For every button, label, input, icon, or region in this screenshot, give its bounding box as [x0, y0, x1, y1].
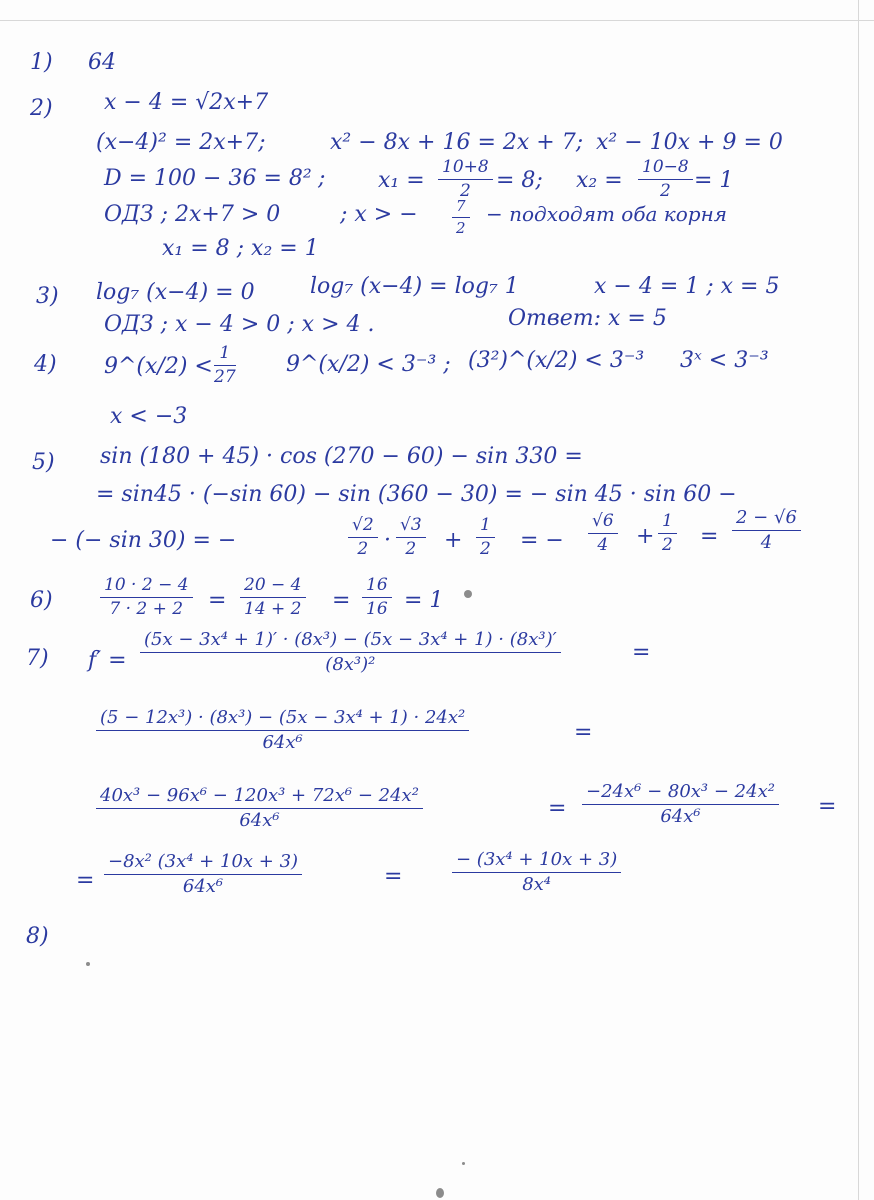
trig-5-frac-3 — [476, 516, 495, 558]
deriv-7-frac-2-den: 64x⁶ — [262, 731, 303, 753]
trig-5-dot: · — [384, 528, 391, 553]
eq-3-line-1a: log₇ (x−4) = 0 — [96, 280, 255, 305]
trig-5-frac-1-den: 2 — [357, 538, 369, 559]
ink-speck — [462, 1162, 465, 1165]
calc-6-frac-1-den: 7 · 2 + 2 — [109, 598, 184, 619]
ineq-4-c: (3²)^(x/2) < 3⁻³ — [468, 348, 645, 373]
item-number-5: 5) — [32, 450, 55, 475]
deriv-7-frac-4b-den: 8x⁴ — [522, 873, 552, 895]
item-number-7: 7) — [26, 646, 49, 671]
calc-6-frac-2-num: 20 − 4 — [240, 576, 306, 598]
trig-5-result-den: 4 — [760, 531, 773, 553]
trig-5-frac-4-num: √6 — [588, 512, 618, 534]
eq-3-line-1c: x − 4 = 1 ; x = 5 — [594, 274, 780, 299]
trig-5-frac-1 — [348, 516, 378, 558]
eq-3-line-1b: log₇ (x−4) = log₇ 1 — [310, 274, 519, 299]
x1-rhs: = 8; — [496, 168, 543, 193]
x1-numerator: 10+8 — [438, 158, 493, 180]
trig-5-line-2: = sin45 · (−sin 60) − sin (360 − 30) = − sin 45 · sin 60 − — [96, 482, 737, 507]
domain-2-note: − подходят оба корня — [486, 202, 728, 226]
calc-6-rhs: = 1 — [404, 588, 444, 613]
ineq-4-b: 9^(x/2) < 3⁻³ ; — [286, 352, 451, 377]
deriv-7-frac-4b-num: − (3x⁴ + 10x + 3) — [452, 850, 621, 873]
domain-3: ОДЗ ; x − 4 > 0 ; x > 4 . — [104, 312, 375, 337]
trig-5-line-3a: − (− sin 30) = − — [50, 528, 237, 553]
ineq-4-d: 3ˣ < 3⁻³ — [680, 348, 769, 373]
item-number-2: 2) — [30, 96, 53, 121]
ink-speck — [464, 590, 472, 598]
trig-5-frac-5 — [658, 512, 677, 554]
calc-6-frac-1 — [100, 576, 193, 618]
eq-2-line-2a: (x−4)² = 2x+7; — [96, 130, 266, 155]
ineq-4-e: x < −3 — [110, 404, 188, 429]
trig-5-frac-3-num: 1 — [476, 516, 495, 538]
trig-5-frac-2 — [396, 516, 426, 558]
eq-2-line-2b: x² − 8x + 16 = 2x + 7; — [330, 130, 584, 155]
trig-5-frac-1-num: √2 — [348, 516, 378, 538]
eq-2-line-2c: x² − 10x + 9 = 0 — [596, 130, 783, 155]
trig-5-plus-2: + — [636, 524, 655, 549]
trig-5-frac-5-den: 2 — [662, 534, 673, 555]
right-border-line — [858, 0, 859, 1200]
deriv-7-frac-4b — [452, 850, 621, 895]
x1-lhs: x₁ = — [378, 168, 425, 193]
deriv-7-lhs: f′ = — [88, 648, 127, 673]
calc-6-frac-1-num: 10 · 2 − 4 — [100, 576, 193, 598]
trig-5-frac-4-den: 4 — [597, 534, 609, 555]
x2-rhs: = 1 — [694, 168, 734, 193]
domain-2-denominator: 2 — [456, 218, 466, 237]
domain-2-cond: ; x > − — [340, 202, 418, 227]
x1-denominator: 2 — [459, 180, 471, 201]
answer-1: 64 — [88, 50, 116, 75]
deriv-7-frac-1-num: (5x − 3x⁴ + 1)′ · (8x³) − (5x − 3x⁴ + 1) · (8x³)′ — [140, 630, 561, 653]
trig-5-eq: = − — [520, 528, 564, 553]
ineq-4-numerator: 1 — [214, 344, 236, 366]
trig-5-frac-5-num: 1 — [658, 512, 677, 534]
item-number-8: 8) — [26, 924, 49, 949]
x2-lhs: x₂ = — [576, 168, 623, 193]
deriv-7-eq-e: = — [384, 864, 403, 889]
x1-fraction — [438, 158, 493, 200]
trig-5-result — [732, 508, 801, 553]
trig-5-frac-2-num: √3 — [396, 516, 426, 538]
trig-5-result-num: 2 − √6 — [732, 508, 801, 531]
calc-6-frac-3-den: 16 — [366, 598, 388, 619]
deriv-7-frac-3b — [582, 782, 779, 827]
deriv-7-eq-lead: = — [76, 868, 95, 893]
roots-2: x₁ = 8 ; x₂ = 1 — [162, 236, 319, 261]
eq-2-discriminant: D = 100 − 36 = 8² — [104, 166, 312, 191]
deriv-7-frac-3b-num: −24x⁶ − 80x³ − 24x² — [582, 782, 779, 805]
calc-6-frac-2 — [240, 576, 306, 618]
ineq-4-fraction — [214, 344, 236, 386]
deriv-7-frac-3-num: 40x³ − 96x⁶ − 120x³ + 72x⁶ − 24x² — [96, 786, 423, 809]
deriv-7-eq-c: = — [548, 796, 567, 821]
domain-2-numerator: 7 — [452, 198, 470, 218]
ineq-4-denominator: 27 — [214, 366, 236, 387]
deriv-7-eq-d: = — [818, 794, 837, 819]
top-border-line — [0, 20, 874, 21]
trig-5-plus: + — [444, 528, 463, 553]
deriv-7-frac-2-num: (5 − 12x³) · (8x³) − (5x − 3x⁴ + 1) · 24x² — [96, 708, 469, 731]
deriv-7-eq-a: = — [632, 640, 651, 665]
eq-2-line-1: x − 4 = √2x+7 — [104, 90, 269, 115]
deriv-7-frac-2 — [96, 708, 469, 753]
deriv-7-frac-4 — [104, 852, 302, 897]
deriv-7-eq-b: = — [574, 720, 593, 745]
x2-fraction — [638, 158, 693, 200]
calc-6-eq-1: = — [208, 588, 227, 613]
item-number-1: 1) — [30, 50, 53, 75]
trig-5-line-1: sin (180 + 45) · cos (270 − 60) − sin 330 = — [100, 444, 583, 469]
x2-numerator: 10−8 — [638, 158, 693, 180]
deriv-7-frac-4-den: 64x⁶ — [182, 875, 224, 897]
calc-6-frac-3-num: 16 — [362, 576, 392, 598]
deriv-7-frac-3-den: 64x⁶ — [239, 809, 280, 831]
deriv-7-frac-3b-den: 64x⁶ — [660, 805, 701, 827]
calc-6-frac-2-den: 14 + 2 — [244, 598, 302, 619]
trig-5-frac-2-den: 2 — [405, 538, 417, 559]
answer-3: Ответ: x = 5 — [508, 306, 667, 331]
trig-5-frac-3-den: 2 — [480, 538, 491, 559]
eq-2-sep: ; — [318, 166, 326, 191]
ink-speck — [436, 1188, 444, 1198]
deriv-7-frac-4-num: −8x² (3x⁴ + 10x + 3) — [104, 852, 302, 875]
calc-6-eq-2: = — [332, 588, 351, 613]
trig-5-frac-4 — [588, 512, 618, 554]
item-number-3: 3) — [36, 284, 59, 309]
calc-6-frac-3 — [362, 576, 392, 618]
domain-2: ОДЗ ; 2x+7 > 0 — [104, 202, 281, 227]
x2-denominator: 2 — [659, 180, 671, 201]
deriv-7-frac-1-den: (8x³)² — [325, 653, 376, 675]
item-number-4: 4) — [34, 352, 57, 377]
deriv-7-frac-1 — [140, 630, 561, 675]
trig-5-eq-2: = — [700, 524, 719, 549]
domain-2-fraction — [452, 198, 470, 236]
ineq-4-a: 9^(x/2) < — [104, 354, 213, 379]
ink-speck — [86, 962, 90, 966]
item-number-6: 6) — [30, 588, 53, 613]
deriv-7-frac-3 — [96, 786, 423, 831]
